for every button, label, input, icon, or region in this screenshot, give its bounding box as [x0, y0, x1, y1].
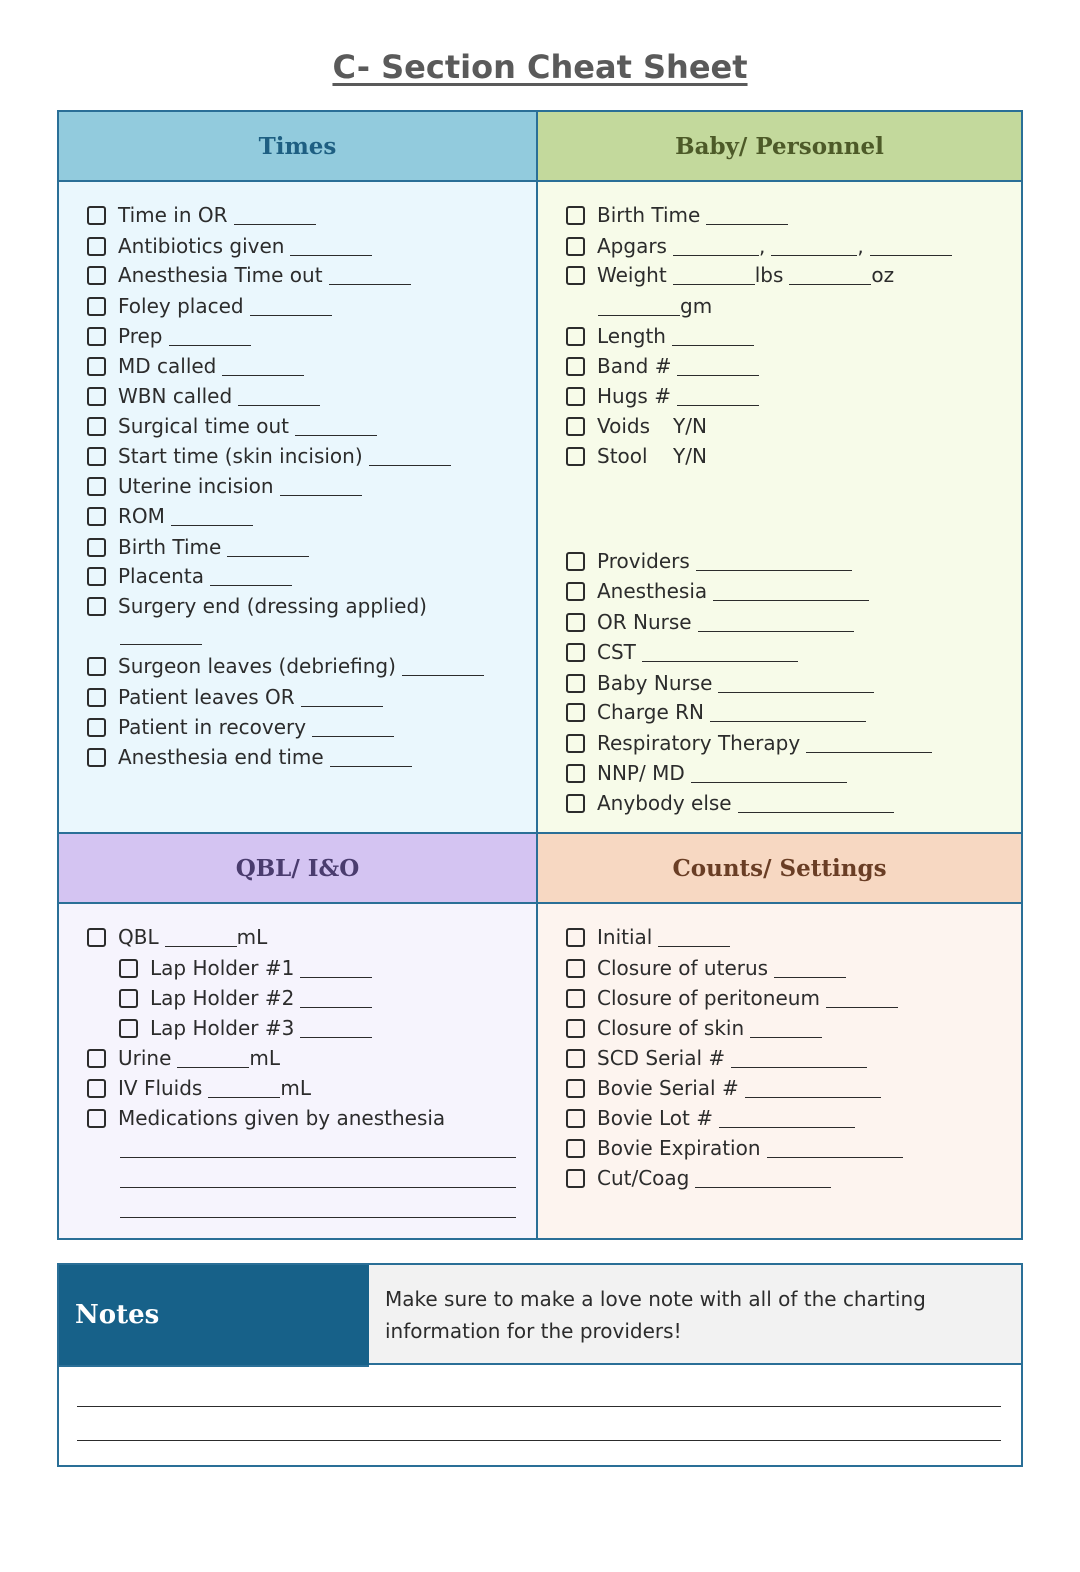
checkbox[interactable]: [87, 417, 106, 436]
counts-item: Bovie Serial #: [566, 1076, 881, 1100]
baby-item-voids: Voids Y/N: [566, 414, 707, 438]
times-item: Uterine incision: [87, 474, 362, 498]
qbl-item-urine: Urine mL: [87, 1046, 280, 1070]
baby-item-weight: Weight lbs oz: [566, 263, 894, 287]
notes-line: [77, 1406, 1001, 1407]
page-title: C- Section Cheat Sheet: [332, 48, 748, 86]
checkbox[interactable]: [566, 447, 585, 466]
checkbox[interactable]: [87, 266, 106, 285]
baby-item-stool: Stool Y/N: [566, 444, 707, 468]
personnel-item: Anybody else: [566, 791, 894, 815]
checkbox[interactable]: [87, 657, 106, 676]
times-item: WBN called: [87, 384, 320, 408]
checkbox[interactable]: [566, 206, 585, 225]
personnel-item: Anesthesia: [566, 579, 869, 603]
baby-item-band: Band #: [566, 354, 759, 378]
checkbox[interactable]: [87, 327, 106, 346]
baby-item-hugs: Hugs #: [566, 384, 759, 408]
checkbox[interactable]: [566, 613, 585, 632]
checkbox[interactable]: [119, 959, 138, 978]
times-item: Patient leaves OR: [87, 685, 383, 709]
baby-item-birth-time: Birth Time: [566, 203, 788, 227]
baby-item-length: Length: [566, 324, 754, 348]
times-item: Placenta: [87, 564, 292, 588]
counts-header: Counts/ Settings: [538, 834, 1021, 904]
checkbox[interactable]: [566, 266, 585, 285]
checkbox[interactable]: [566, 674, 585, 693]
checkbox[interactable]: [566, 387, 585, 406]
counts-item: SCD Serial #: [566, 1046, 867, 1070]
column-divider: [536, 112, 538, 1238]
times-item: MD called: [87, 354, 304, 378]
checkbox[interactable]: [566, 1019, 585, 1038]
times-item: ROM: [87, 504, 253, 528]
answer-line: [120, 1217, 516, 1218]
checkbox[interactable]: [566, 1109, 585, 1128]
notes-header: Notes: [59, 1265, 369, 1365]
times-item: Surgeon leaves (debriefing): [87, 654, 484, 678]
checkbox[interactable]: [566, 643, 585, 662]
baby-item-apgars: Apgars , ,: [566, 234, 952, 258]
checkbox[interactable]: [566, 794, 585, 813]
counts-item: Initial: [566, 925, 730, 949]
times-item: Surgical time out: [87, 414, 377, 438]
checkbox[interactable]: [566, 357, 585, 376]
checkbox[interactable]: [566, 552, 585, 571]
checkbox[interactable]: [566, 764, 585, 783]
checkbox[interactable]: [87, 357, 106, 376]
times-item: Time in OR: [87, 203, 316, 227]
checkbox[interactable]: [566, 1079, 585, 1098]
personnel-item: NNP/ MD: [566, 761, 847, 785]
checkbox[interactable]: [87, 928, 106, 947]
counts-item: Bovie Lot #: [566, 1106, 855, 1130]
answer-line: [120, 1187, 516, 1188]
notes-line: [77, 1440, 1001, 1441]
counts-item: Closure of skin: [566, 1016, 822, 1040]
checkbox[interactable]: [566, 417, 585, 436]
checkbox[interactable]: [87, 688, 106, 707]
checkbox[interactable]: [566, 989, 585, 1008]
qbl-item-iv-fluids: IV Fluids mL: [87, 1076, 311, 1100]
times-item: Patient in recovery: [87, 715, 394, 739]
counts-item: Closure of uterus: [566, 956, 846, 980]
answer-line: [120, 1157, 516, 1158]
checkbox[interactable]: [87, 477, 106, 496]
checkbox[interactable]: [566, 959, 585, 978]
checkbox[interactable]: [87, 748, 106, 767]
checkbox[interactable]: [87, 206, 106, 225]
checkbox[interactable]: [566, 1139, 585, 1158]
checkbox[interactable]: [566, 928, 585, 947]
personnel-item: Charge RN: [566, 700, 866, 724]
checkbox[interactable]: [87, 538, 106, 557]
checkbox[interactable]: [87, 567, 106, 586]
checkbox[interactable]: [87, 1049, 106, 1068]
checkbox[interactable]: [87, 1079, 106, 1098]
checkbox[interactable]: [87, 297, 106, 316]
times-item: Foley placed: [87, 294, 332, 318]
checkbox[interactable]: [566, 703, 585, 722]
checkbox[interactable]: [119, 989, 138, 1008]
qbl-item-medications: Medications given by anesthesia: [87, 1106, 445, 1130]
row-divider: [59, 832, 1021, 834]
times-item: Prep: [87, 324, 251, 348]
counts-item: Bovie Expiration: [566, 1136, 903, 1160]
times-item: Anesthesia end time: [87, 745, 412, 769]
checkbox[interactable]: [87, 387, 106, 406]
checkbox[interactable]: [566, 582, 585, 601]
cheat-sheet-grid: [57, 110, 1023, 1240]
qbl-header: QBL/ I&O: [59, 834, 536, 904]
qbl-item-qbl: QBL mL: [87, 925, 267, 949]
times-item: Start time (skin incision): [87, 444, 451, 468]
personnel-item: OR Nurse: [566, 610, 854, 634]
checkbox[interactable]: [119, 1019, 138, 1038]
notes-divider: [59, 1365, 369, 1367]
counts-item: Closure of peritoneum: [566, 986, 898, 1010]
personnel-item: CST: [566, 640, 798, 664]
checkbox[interactable]: [566, 237, 585, 256]
checkbox[interactable]: [566, 734, 585, 753]
times-item: Antibiotics given: [87, 234, 372, 258]
times-item: Anesthesia Time out: [87, 263, 411, 287]
counts-item: Cut/Coag: [566, 1166, 831, 1190]
baby-item-weight-gm: gm: [598, 294, 712, 318]
personnel-item: Baby Nurse: [566, 671, 874, 695]
checkbox[interactable]: [87, 237, 106, 256]
times-header: Times: [59, 112, 536, 182]
checkbox[interactable]: [87, 1109, 106, 1128]
baby-header: Baby/ Personnel: [538, 112, 1021, 182]
answer-line: [120, 644, 202, 645]
personnel-item: Providers: [566, 549, 852, 573]
checkbox[interactable]: [566, 327, 585, 346]
notes-instruction: Make sure to make a love note with all of the charting information for the providers!: [369, 1265, 1021, 1365]
checkbox[interactable]: [87, 597, 106, 616]
checkbox[interactable]: [87, 718, 106, 737]
qbl-item-lap-holder-3: Lap Holder #3: [119, 1016, 372, 1040]
checkbox[interactable]: [87, 507, 106, 526]
personnel-item: Respiratory Therapy: [566, 731, 932, 755]
qbl-item-lap-holder-2: Lap Holder #2: [119, 986, 372, 1010]
checkbox[interactable]: [566, 1049, 585, 1068]
notes-section: [57, 1263, 1023, 1467]
times-item: Birth Time: [87, 535, 309, 559]
checkbox[interactable]: [87, 447, 106, 466]
checkbox[interactable]: [566, 1169, 585, 1188]
qbl-item-lap-holder-1: Lap Holder #1: [119, 956, 372, 980]
times-item: Surgery end (dressing applied): [87, 594, 427, 618]
